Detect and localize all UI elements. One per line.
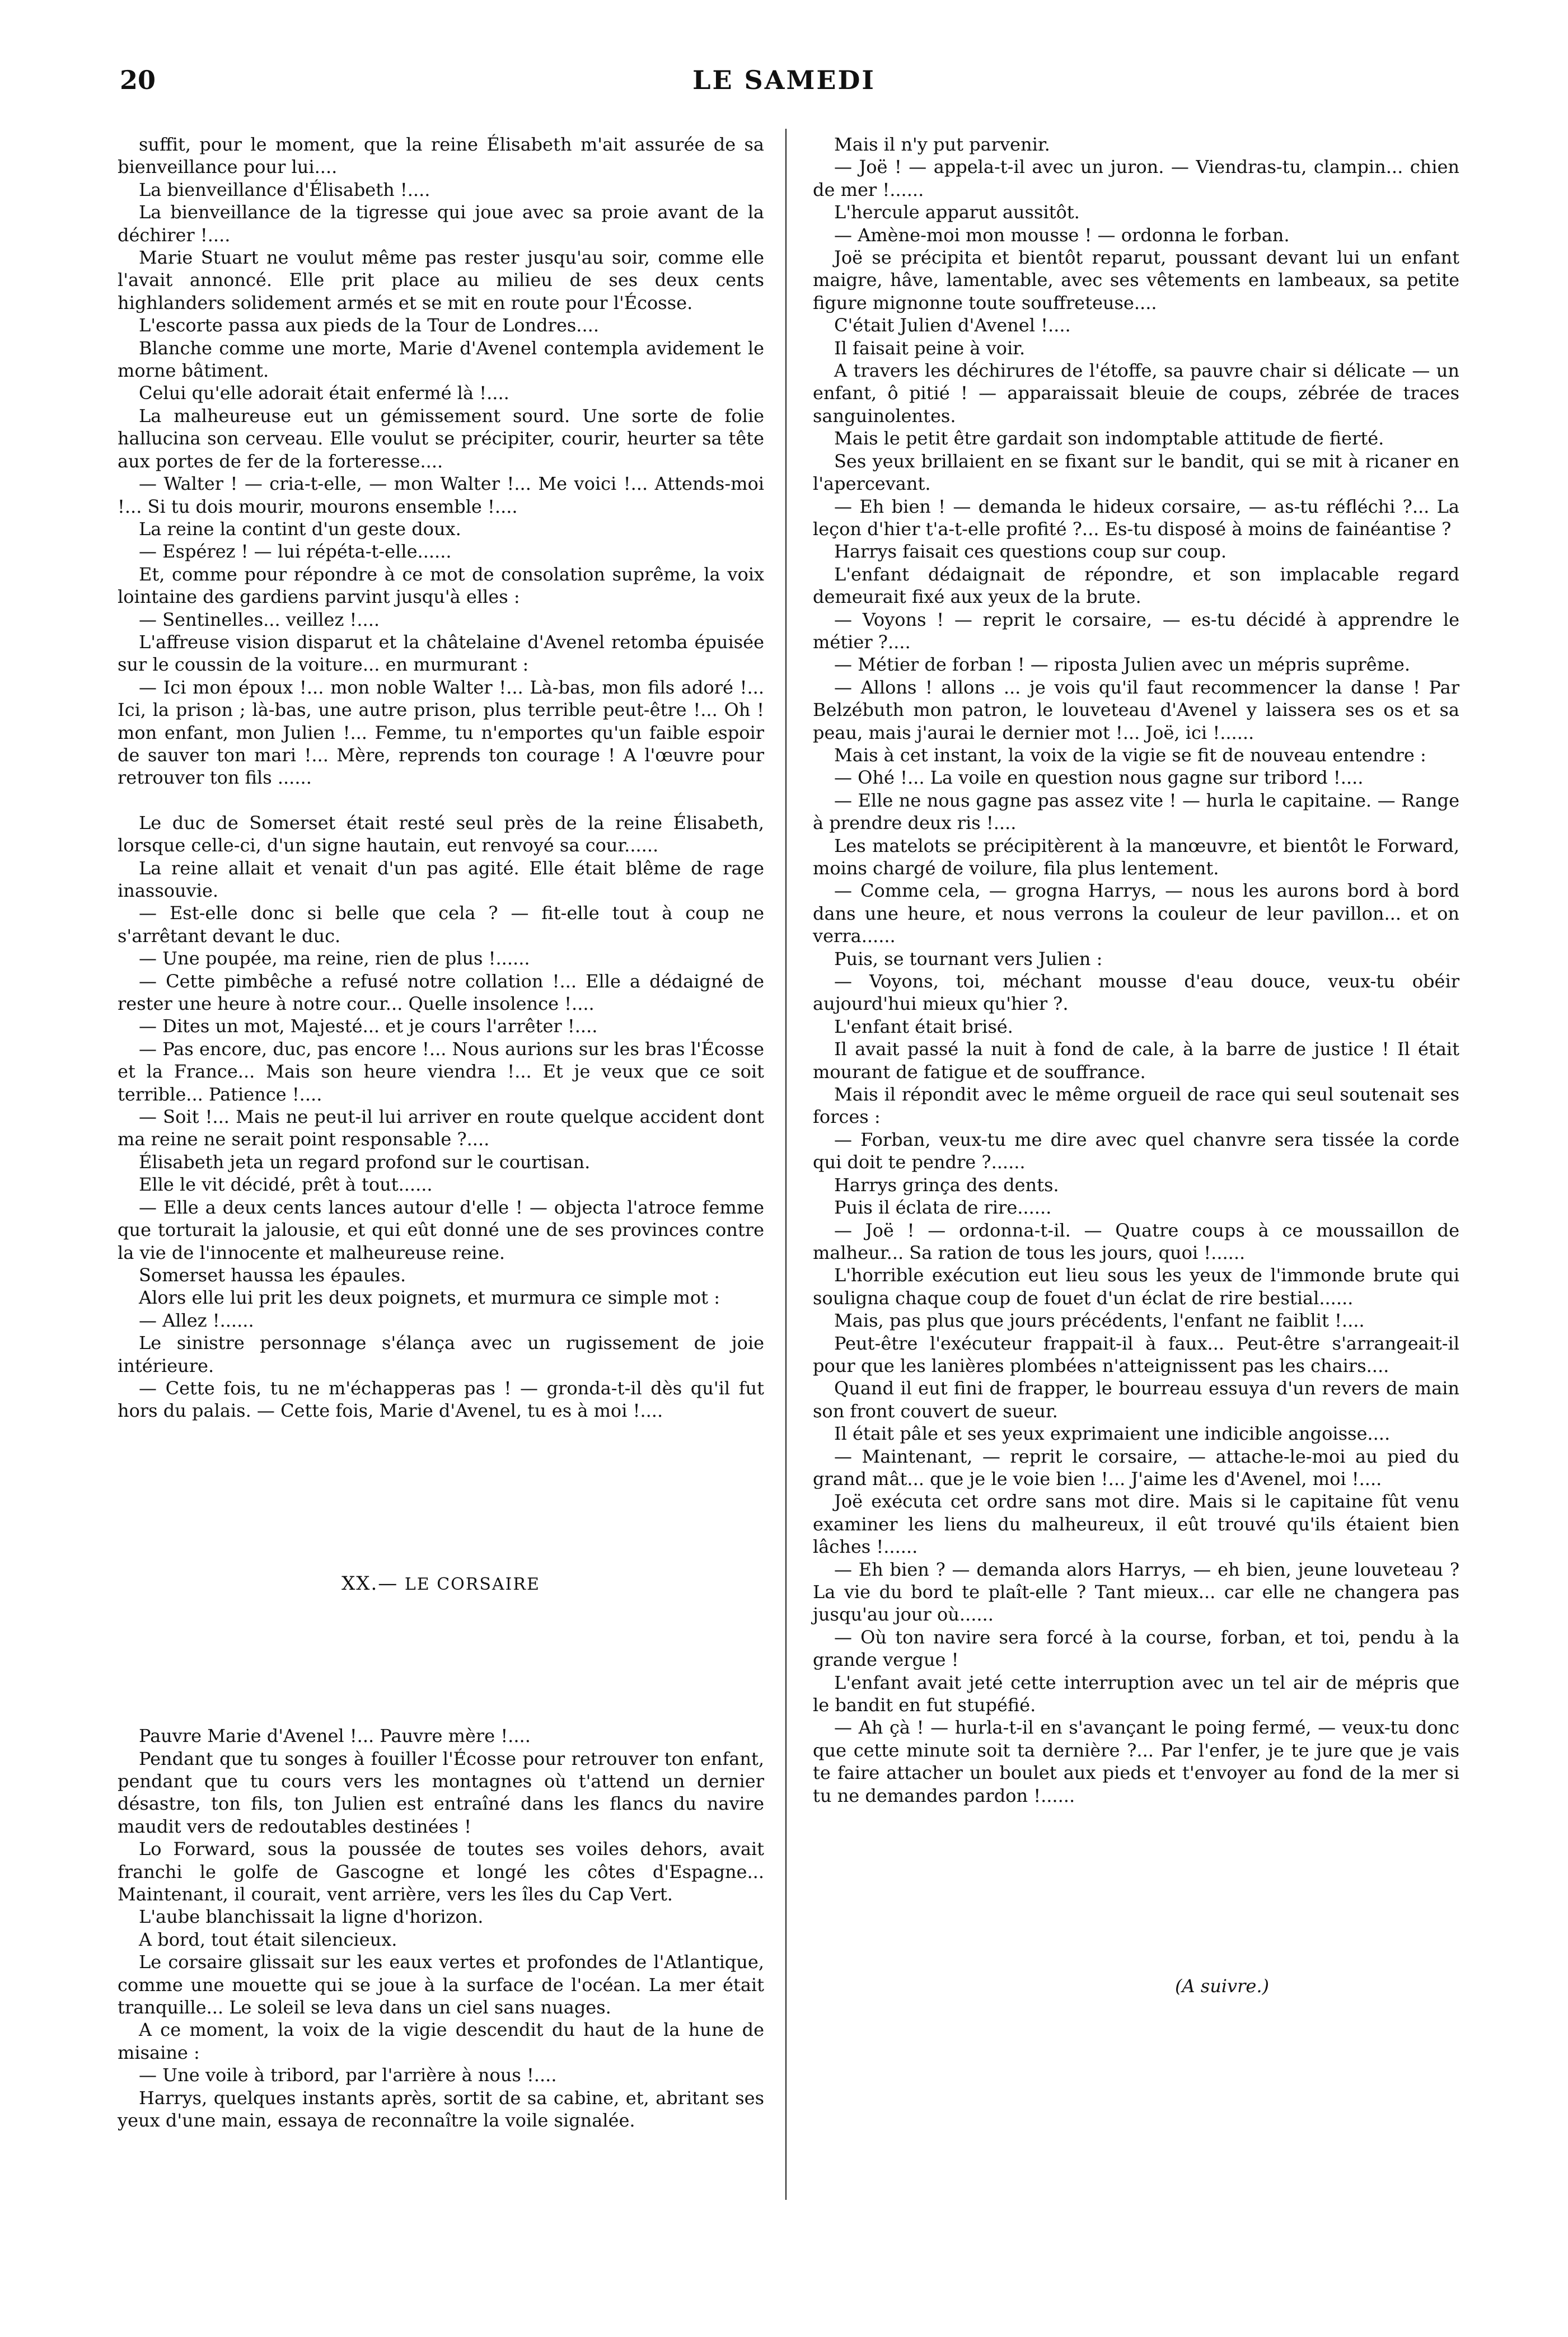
paragraph: Peut-être l'exécuteur frappait-il à faux... Peut-être s'arrangeait-il pour que les lanières plombées n'atteignissent pas les chairs.... [813, 1332, 1459, 1376]
paragraph: suffit, pour le moment, que la reine Élisabeth m'ait assurée de sa bienveillance pour lui.... [118, 134, 764, 178]
paragraph: L'enfant dédaignait de répondre, et son implacable regard demeurait fixé aux yeux de la brute. [813, 563, 1459, 608]
paragraph: A bord, tout était silencieux. [139, 1928, 397, 1950]
paragraph: — Ohé !... La voile en question nous gagne sur tribord !.... [834, 767, 1364, 789]
publication-title: LE SAMEDI [692, 65, 876, 95]
paragraph: — Forban, veux-tu me dire avec quel chanvre sera tissée la corde qui doit te pendre ?...... [813, 1128, 1459, 1173]
paragraph: — Walter ! — cria-t-elle, — mon Walter !... Me voici !... Attends-moi !... Si tu dois mourir, mourons ensemble !.... [118, 473, 764, 517]
paragraph: Celui qu'elle adorait était enfermé là !.... [139, 382, 509, 404]
paragraph: — Où ton navire sera forcé à la course, forban, et toi, pendu à la grande vergue ! [813, 1626, 1459, 1671]
paragraph: — Cette pimbêche a refusé notre collation !... Elle a dédaigné de rester une heure à notre cour... Quelle insolence !.... [118, 970, 764, 1015]
chapter-title: LE CORSAIRE [404, 1574, 540, 1594]
chapter-number: XX.— [341, 1572, 399, 1595]
paragraph: Élisabeth jeta un regard profond sur le courtisan. [139, 1151, 591, 1173]
paragraph: — Voyons, toi, méchant mousse d'eau douce, veux-tu obéir aujourd'hui mieux qu'hier ?. [813, 971, 1459, 1015]
paragraph: — Joë ! — appela-t-il avec un juron. — Viendras-tu, clampin... chien de mer !...... [813, 156, 1459, 200]
paragraph: — Eh bien ? — demanda alors Harrys, — eh bien, jeune louveteau ? La vie du bord te plaît-elle ? Tant mieux... car elle ne changera pas jusqu'au jour où...... [813, 1558, 1459, 1626]
paragraph: C'était Julien d'Avenel !.... [834, 315, 1071, 336]
paragraph: Ses yeux brillaient en se fixant sur le bandit, qui se mit à ricaner en l'apercevant. [813, 450, 1459, 495]
paragraph: Mais il répondit avec le même orgueil de race qui seul soutenait ses forces : [813, 1084, 1459, 1128]
left-text-part3 [118, 1725, 764, 2132]
paragraph: Il avait passé la nuit à fond de cale, à la barre de justice ! Il était mourant de fatigue et de souffrance. [813, 1038, 1459, 1083]
paragraph: — Cette fois, tu ne m'échapperas pas ! — gronda-t-il dès qu'il fut hors du palais. — Cette fois, Marie d'Avenel, tu es à moi !.... [118, 1377, 764, 1422]
paragraph: Le corsaire glissait sur les eaux vertes et profondes de l'Atlantique, comme une mouette qui se joue à la surface de l'océan. La mer était tranquille... Le soleil se leva dans un ciel sans nuages. [118, 1951, 764, 2018]
paragraph: — Voyons ! — reprit le corsaire, — es-tu décidé à apprendre le métier ?.... [813, 608, 1459, 653]
to-be-continued: (A suivre.) [1175, 1975, 1269, 1997]
paragraph: L'hercule apparut aussitôt. [834, 202, 1080, 223]
paragraph: Puis il éclata de rire...... [834, 1197, 1052, 1219]
paragraph: — Ah çà ! — hurla-t-il en s'avançant le poing fermé, — veux-tu donc que cette minute soit ta dernière ?... Par l'enfer, je te jure que je vais te faire attacher un boulet aux pieds et t'envoyer au fond de la mer si tu ne demandes pardon !...... [813, 1717, 1459, 1806]
paragraph: Harrys grinça des dents. [834, 1174, 1059, 1196]
paragraph: Puis, se tournant vers Julien : [834, 948, 1103, 970]
paragraph: La bienveillance de la tigresse qui joue avec sa proie avant de la déchirer !.... [118, 202, 764, 246]
paragraph: Il était pâle et ses yeux exprimaient une indicible angoisse.... [834, 1423, 1391, 1445]
paragraph: — Allons ! allons ... je vois qu'il faut recommencer la danse ! Par Belzébuth mon patron, le louveteau d'Avenel y laissera ses os et sa peau, mais j'aurai le dernier mot !... Joë, ici !...... [813, 676, 1459, 743]
paragraph: Mais il n'y put parvenir. [834, 134, 1050, 155]
paragraph: — Joë ! — ordonna-t-il. — Quatre coups à ce moussaillon de malheur... Sa ration de tous les jours, quoi !...... [813, 1219, 1459, 1263]
paragraph: L'aube blanchissait la ligne d'horizon. [139, 1906, 484, 1928]
left-text-part2 [118, 812, 764, 1422]
paragraph: Marie Stuart ne voulut même pas rester jusqu'au soir, comme elle l'avait annoncé. Elle prit place au milieu de ses deux cents highlanders solidement armés et se mit en route pour l'Écosse. [118, 247, 764, 313]
paragraph: Pendant que tu songes à fouiller l'Écosse pour retrouver ton enfant, pendant que tu cours vers les montagnes où t'attend un dernier désastre, ton fils, ton Julien est entraîné dans les flancs du navire maudit vers de redoutables destinées ! [118, 1748, 764, 1837]
paragraph: Le sinistre personnage s'élança avec un rugissement de joie intérieure. [118, 1332, 764, 1376]
paragraph-break [118, 789, 764, 812]
paragraph: — Maintenant, — reprit le corsaire, — attache-le-moi au pied du grand mât... que je le voie bien !... J'aime les d'Avenel, moi !.... [813, 1445, 1459, 1490]
paragraph: Mais le petit être gardait son indomptable attitude de fierté. [834, 428, 1384, 449]
paragraph: — Métier de forban ! — riposta Julien avec un mépris suprême. [834, 654, 1411, 676]
paragraph: — Ici mon époux !... mon noble Walter !... Là-bas, mon fils adoré !... Ici, la prison ; là-bas, une autre prison, plus terrible peut-être !... Oh ! mon enfant, mon Julien !... Femme, tu n'emportes qu'un faible espoir de sauver ton mari !... Mère, reprends ton courage ! A l'œuvre pour retrouver ton fils ...... [118, 676, 764, 789]
paragraph: — Comme cela, — grogna Harrys, — nous les aurons bord à bord dans une heure, et nous verrons la couleur de leur pavillon... et on verra...... [813, 880, 1459, 947]
paragraph: Pauvre Marie d'Avenel !... Pauvre mère !.... [139, 1725, 531, 1747]
paragraph: — Sentinelles... veillez !.... [139, 608, 380, 630]
paragraph: L'enfant était brisé. [834, 1015, 1013, 1037]
paragraph: A ce moment, la voix de la vigie descendit du haut de la hune de misaine : [118, 2019, 764, 2063]
paragraph: — Elle a deux cents lances autour d'elle ! — objecta l'atroce femme que torturait la jalousie, et qui eût donné une de ses provinces contre la vie de l'innocente et malheureuse reine. [118, 1196, 764, 1263]
paragraph: — Une voile à tribord, par l'arrière à nous !.... [139, 2064, 557, 2086]
paragraph: Blanche comme une morte, Marie d'Avenel contempla avidement le morne bâtiment. [118, 337, 764, 382]
paragraph: La malheureuse eut un gémissement sourd. Une sorte de folie hallucina son cerveau. Elle voulut se précipiter, courir, heurter sa tête aux portes de fer de la forteresse.... [118, 405, 764, 472]
paragraph: Joë exécuta cet ordre sans mot dire. Mais si le capitaine fût venu examiner les liens du malheureux, il eût trouvé qu'ils étaient bien lâches !...... [813, 1491, 1459, 1558]
paragraph: Les matelots se précipitèrent à la manœuvre, et bientôt le Forward, moins chargé de voilure, fila plus lentement. [813, 835, 1459, 879]
paragraph: Et, comme pour répondre à ce mot de consolation suprême, la voix lointaine des gardiens parvint jusqu'à elles : [118, 563, 764, 608]
column-divider [785, 129, 787, 2200]
page-number: 20 [120, 65, 156, 95]
paragraph: Alors elle lui prit les deux poignets, et murmura ce simple mot : [139, 1287, 720, 1309]
chapter-heading [118, 1572, 764, 1596]
paragraph: — Soit !... Mais ne peut-il lui arriver en route quelque accident dont ma reine ne serait point responsable ?.... [118, 1106, 764, 1150]
paragraph: — Amène-moi mon mousse ! — ordonna le forban. [834, 224, 1290, 246]
paragraph: Mais à cet instant, la voix de la vigie se fit de nouveau entendre : [834, 744, 1426, 766]
paragraph: — Pas encore, duc, pas encore !... Nous aurions sur les bras l'Écosse et la France... Mais son heure viendra !... Et je veux que ce soit terrible... Patience !.... [118, 1038, 764, 1105]
right-column [813, 133, 1459, 1997]
paragraph: Harrys faisait ces questions coup sur coup. [834, 541, 1227, 563]
paragraph: Il faisait peine à voir. [834, 337, 1026, 359]
paragraph: Lo Forward, sous la poussée de toutes ses voiles dehors, avait franchi le golfe de Gascogne et longé les côtes d'Espagne... Maintenant, il courait, vent arrière, vers les îles du Cap Vert. [118, 1838, 764, 1905]
paragraph: L'affreuse vision disparut et la châtelaine d'Avenel retomba épuisée sur le coussin de la voiture... en murmurant : [118, 631, 764, 676]
paragraph: — Eh bien ! — demanda le hideux corsaire, — as-tu réfléchi ?... La leçon d'hier t'a-t-elle profité ?... Es-tu disposé à moins de fainéantise ? [813, 495, 1459, 540]
paragraph: La bienveillance d'Élisabeth !.... [139, 179, 430, 200]
paragraph: — Une poupée, ma reine, rien de plus !...... [139, 948, 530, 970]
paragraph: L'horrible exécution eut lieu sous les yeux de l'immonde brute qui souligna chaque coup de fouet d'un éclat de rire bestial...... [813, 1264, 1459, 1309]
paragraph: Le duc de Somerset était resté seul près de la reine Élisabeth, lorsque celle-ci, d'un signe hautain, eut renvoyé sa cour...... [118, 812, 764, 856]
paragraph: — Elle ne nous gagne pas assez vite ! — hurla le capitaine. — Range à prendre deux ris !.... [813, 789, 1459, 834]
paragraph: La reine la contint d'un geste doux. [139, 518, 461, 540]
paragraph: Joë se précipita et bientôt reparut, poussant devant lui un enfant maigre, hâve, lamentable, avec ses vêtements en lambeaux, sa petite figure mignonne toute souffreteuse.... [813, 247, 1459, 313]
paragraph: L'escorte passa aux pieds de la Tour de Londres.... [139, 315, 599, 336]
paragraph: A travers les déchirures de l'étoffe, sa pauvre chair si délicate — un enfant, ô pitié ! — apparaissait bleuie de coups, zébrée de traces sanguinolentes. [813, 360, 1459, 427]
paragraph: — Dites un mot, Majesté... et je cours l'arrêter !.... [139, 1015, 598, 1037]
paragraph: Harrys, quelques instants après, sortit de sa cabine, et, abritant ses yeux d'une main, essaya de reconnaître la voile signalée. [118, 2087, 764, 2132]
paragraph: — Est-elle donc si belle que cela ? — fit-elle tout à coup ne s'arrêtant devant le duc. [118, 902, 764, 947]
right-text [813, 133, 1459, 1807]
paragraph: Elle le vit décidé, prêt à tout...... [139, 1174, 433, 1196]
left-column [118, 133, 764, 2132]
paragraph: Mais, pas plus que jours précédents, l'enfant ne faiblit !.... [834, 1310, 1365, 1332]
paragraph: L'enfant avait jeté cette interruption avec un tel air de mépris que le bandit en fut stupéfié. [813, 1671, 1459, 1716]
left-text-part1 [118, 133, 764, 789]
paragraph: Quand il eut fini de frapper, le bourreau essuya d'un revers de main son front couvert de sueur. [813, 1378, 1459, 1422]
paragraph: La reine allait et venait d'un pas agité. Elle était blême de rage inassouvie. [118, 857, 764, 901]
paragraph: — Allez !...... [139, 1309, 254, 1331]
paragraph: — Espérez ! — lui répéta-t-elle...... [139, 541, 452, 563]
paragraph: Somerset haussa les épaules. [139, 1264, 406, 1286]
